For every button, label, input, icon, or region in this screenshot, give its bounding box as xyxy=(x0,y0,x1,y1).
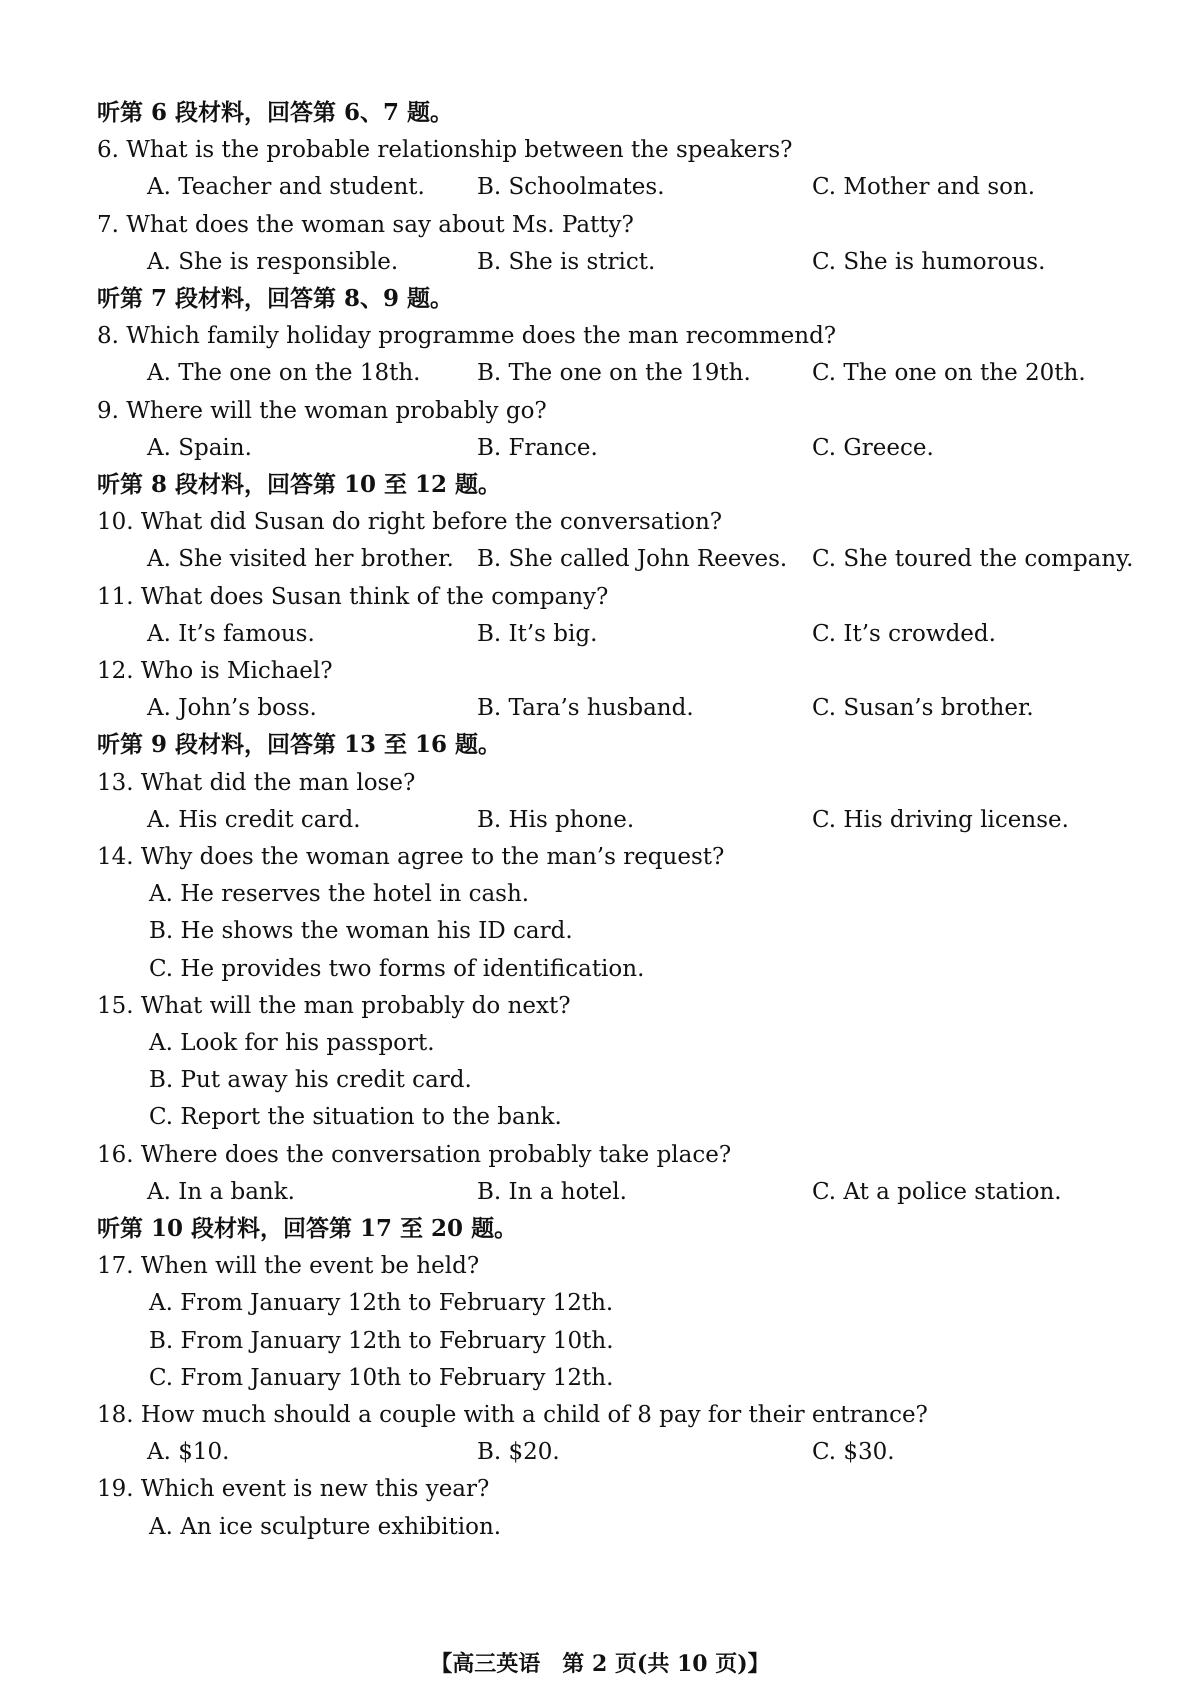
option-c: C. $30. xyxy=(812,1439,895,1466)
option-line xyxy=(0,874,1200,914)
option-line xyxy=(0,1023,1200,1063)
page-footer: 【高三英语 第 2 页(共 10 页)】 xyxy=(430,1651,770,1677)
option-b: B. He shows the woman his ID card. xyxy=(149,918,573,945)
section-header-line xyxy=(0,93,1200,133)
question-line xyxy=(0,205,1200,245)
option-a: A. The one on the 18th. xyxy=(147,360,421,387)
option-c: C. Mother and son. xyxy=(812,174,1036,201)
question-line xyxy=(0,1246,1200,1286)
question-line xyxy=(0,502,1200,542)
question-text: 14. Why does the woman agree to the man’s request? xyxy=(97,844,725,870)
option-c: C. She toured the company. xyxy=(812,546,1134,573)
question-line xyxy=(0,986,1200,1026)
option-a: A. It’s famous. xyxy=(147,620,315,647)
options-line xyxy=(0,539,1200,579)
option-c: C. He provides two forms of identification. xyxy=(149,955,645,982)
option-b: B. She is strict. xyxy=(477,248,656,275)
question-text: 17. When will the event be held? xyxy=(97,1253,480,1280)
option-b: B. $20. xyxy=(477,1439,560,1466)
question-line xyxy=(0,837,1200,877)
question-text: 7. What does the woman say about Ms. Patty? xyxy=(97,211,634,238)
option-b: B. France. xyxy=(477,434,598,461)
options-line xyxy=(0,614,1200,654)
option-c: C. At a police station. xyxy=(812,1178,1062,1205)
question-text: 13. What did the man lose? xyxy=(97,769,416,796)
question-text: 15. What will the man probably do next? xyxy=(97,992,571,1019)
option-a: A. From January 12th to February 12th. xyxy=(149,1290,614,1317)
question-line xyxy=(0,316,1200,356)
option-b: B. Put away his credit card. xyxy=(149,1067,472,1094)
question-line xyxy=(0,391,1200,431)
option-a: A. Spain. xyxy=(147,434,252,461)
section-header-line xyxy=(0,465,1200,505)
option-b: B. Tara’s husband. xyxy=(477,695,694,722)
question-text: 8. Which family holiday programme does the man recommend? xyxy=(97,323,837,350)
question-line xyxy=(0,577,1200,617)
options-line xyxy=(0,1432,1200,1472)
option-a: A. John’s boss. xyxy=(147,695,317,722)
question-text: 6. What is the probable relationship between the speakers? xyxy=(97,137,793,164)
option-b: B. His phone. xyxy=(477,806,635,833)
options-line xyxy=(0,167,1200,207)
option-a: A. He reserves the hotel in cash. xyxy=(149,881,530,908)
option-c: C. His driving license. xyxy=(812,806,1069,833)
options-line xyxy=(0,242,1200,282)
option-a: A. In a bank. xyxy=(147,1178,295,1205)
option-c: C. Susan’s brother. xyxy=(812,695,1034,722)
option-b: B. She called John Reeves. xyxy=(477,546,788,573)
section-header: 听第 9 段材料，回答第 13 至 16 题。 xyxy=(97,731,502,759)
option-line xyxy=(0,1321,1200,1361)
question-text: 18. How much should a couple with a child of 8 pay for their entrance? xyxy=(97,1402,928,1428)
options-line xyxy=(0,1172,1200,1212)
option-a: A. She visited her brother. xyxy=(147,546,454,573)
option-a: A. Teacher and student. xyxy=(147,174,425,201)
section-header-line xyxy=(0,1209,1200,1249)
question-line xyxy=(0,1395,1200,1435)
option-a: A. She is responsible. xyxy=(147,248,399,275)
question-text: 11. What does Susan think of the company? xyxy=(97,583,609,610)
question-line xyxy=(0,651,1200,691)
options-line xyxy=(0,353,1200,393)
section-header: 听第 6 段材料，回答第 6、7 题。 xyxy=(97,99,454,126)
options-line xyxy=(0,688,1200,728)
question-text: 10. What did Susan do right before the conversation? xyxy=(97,509,723,536)
option-line xyxy=(0,949,1200,989)
option-a: A. His credit card. xyxy=(147,806,361,833)
section-header: 听第 7 段材料，回答第 8、9 题。 xyxy=(97,285,454,312)
section-header-line xyxy=(0,725,1200,765)
section-header: 听第 10 段材料，回答第 17 至 20 题。 xyxy=(97,1215,518,1242)
option-a: A. $10. xyxy=(147,1439,230,1466)
option-b: B. In a hotel. xyxy=(477,1178,627,1205)
option-c: C. Greece. xyxy=(812,434,934,461)
option-c: C. She is humorous. xyxy=(812,248,1046,275)
option-b: B. Schoolmates. xyxy=(477,174,665,201)
option-line xyxy=(0,1507,1200,1547)
options-line xyxy=(0,428,1200,468)
option-c: C. Report the situation to the bank. xyxy=(149,1104,562,1131)
option-a: A. Look for his passport. xyxy=(149,1030,435,1056)
option-line xyxy=(0,1097,1200,1137)
question-text: 19. Which event is new this year? xyxy=(97,1476,490,1503)
option-line xyxy=(0,1060,1200,1100)
option-b: B. The one on the 19th. xyxy=(477,360,751,387)
option-c: C. From January 10th to February 12th. xyxy=(149,1364,614,1391)
option-line xyxy=(0,1283,1200,1323)
section-header-line xyxy=(0,279,1200,319)
question-line xyxy=(0,1135,1200,1175)
option-c: C. It’s crowded. xyxy=(812,620,996,647)
option-b: B. It’s big. xyxy=(477,620,598,647)
question-text: 9. Where will the woman probably go? xyxy=(97,397,547,424)
section-header: 听第 8 段材料，回答第 10 至 12 题。 xyxy=(97,471,502,498)
option-line xyxy=(0,911,1200,951)
option-b: B. From January 12th to February 10th. xyxy=(149,1327,614,1354)
question-text: 12. Who is Michael? xyxy=(97,658,333,684)
option-a: A. An ice sculpture exhibition. xyxy=(149,1513,502,1540)
question-line xyxy=(0,130,1200,170)
options-line xyxy=(0,800,1200,840)
question-line xyxy=(0,763,1200,803)
question-text: 16. Where does the conversation probably take place? xyxy=(97,1141,732,1168)
option-line xyxy=(0,1358,1200,1398)
option-c: C. The one on the 20th. xyxy=(812,360,1086,387)
question-line xyxy=(0,1469,1200,1509)
